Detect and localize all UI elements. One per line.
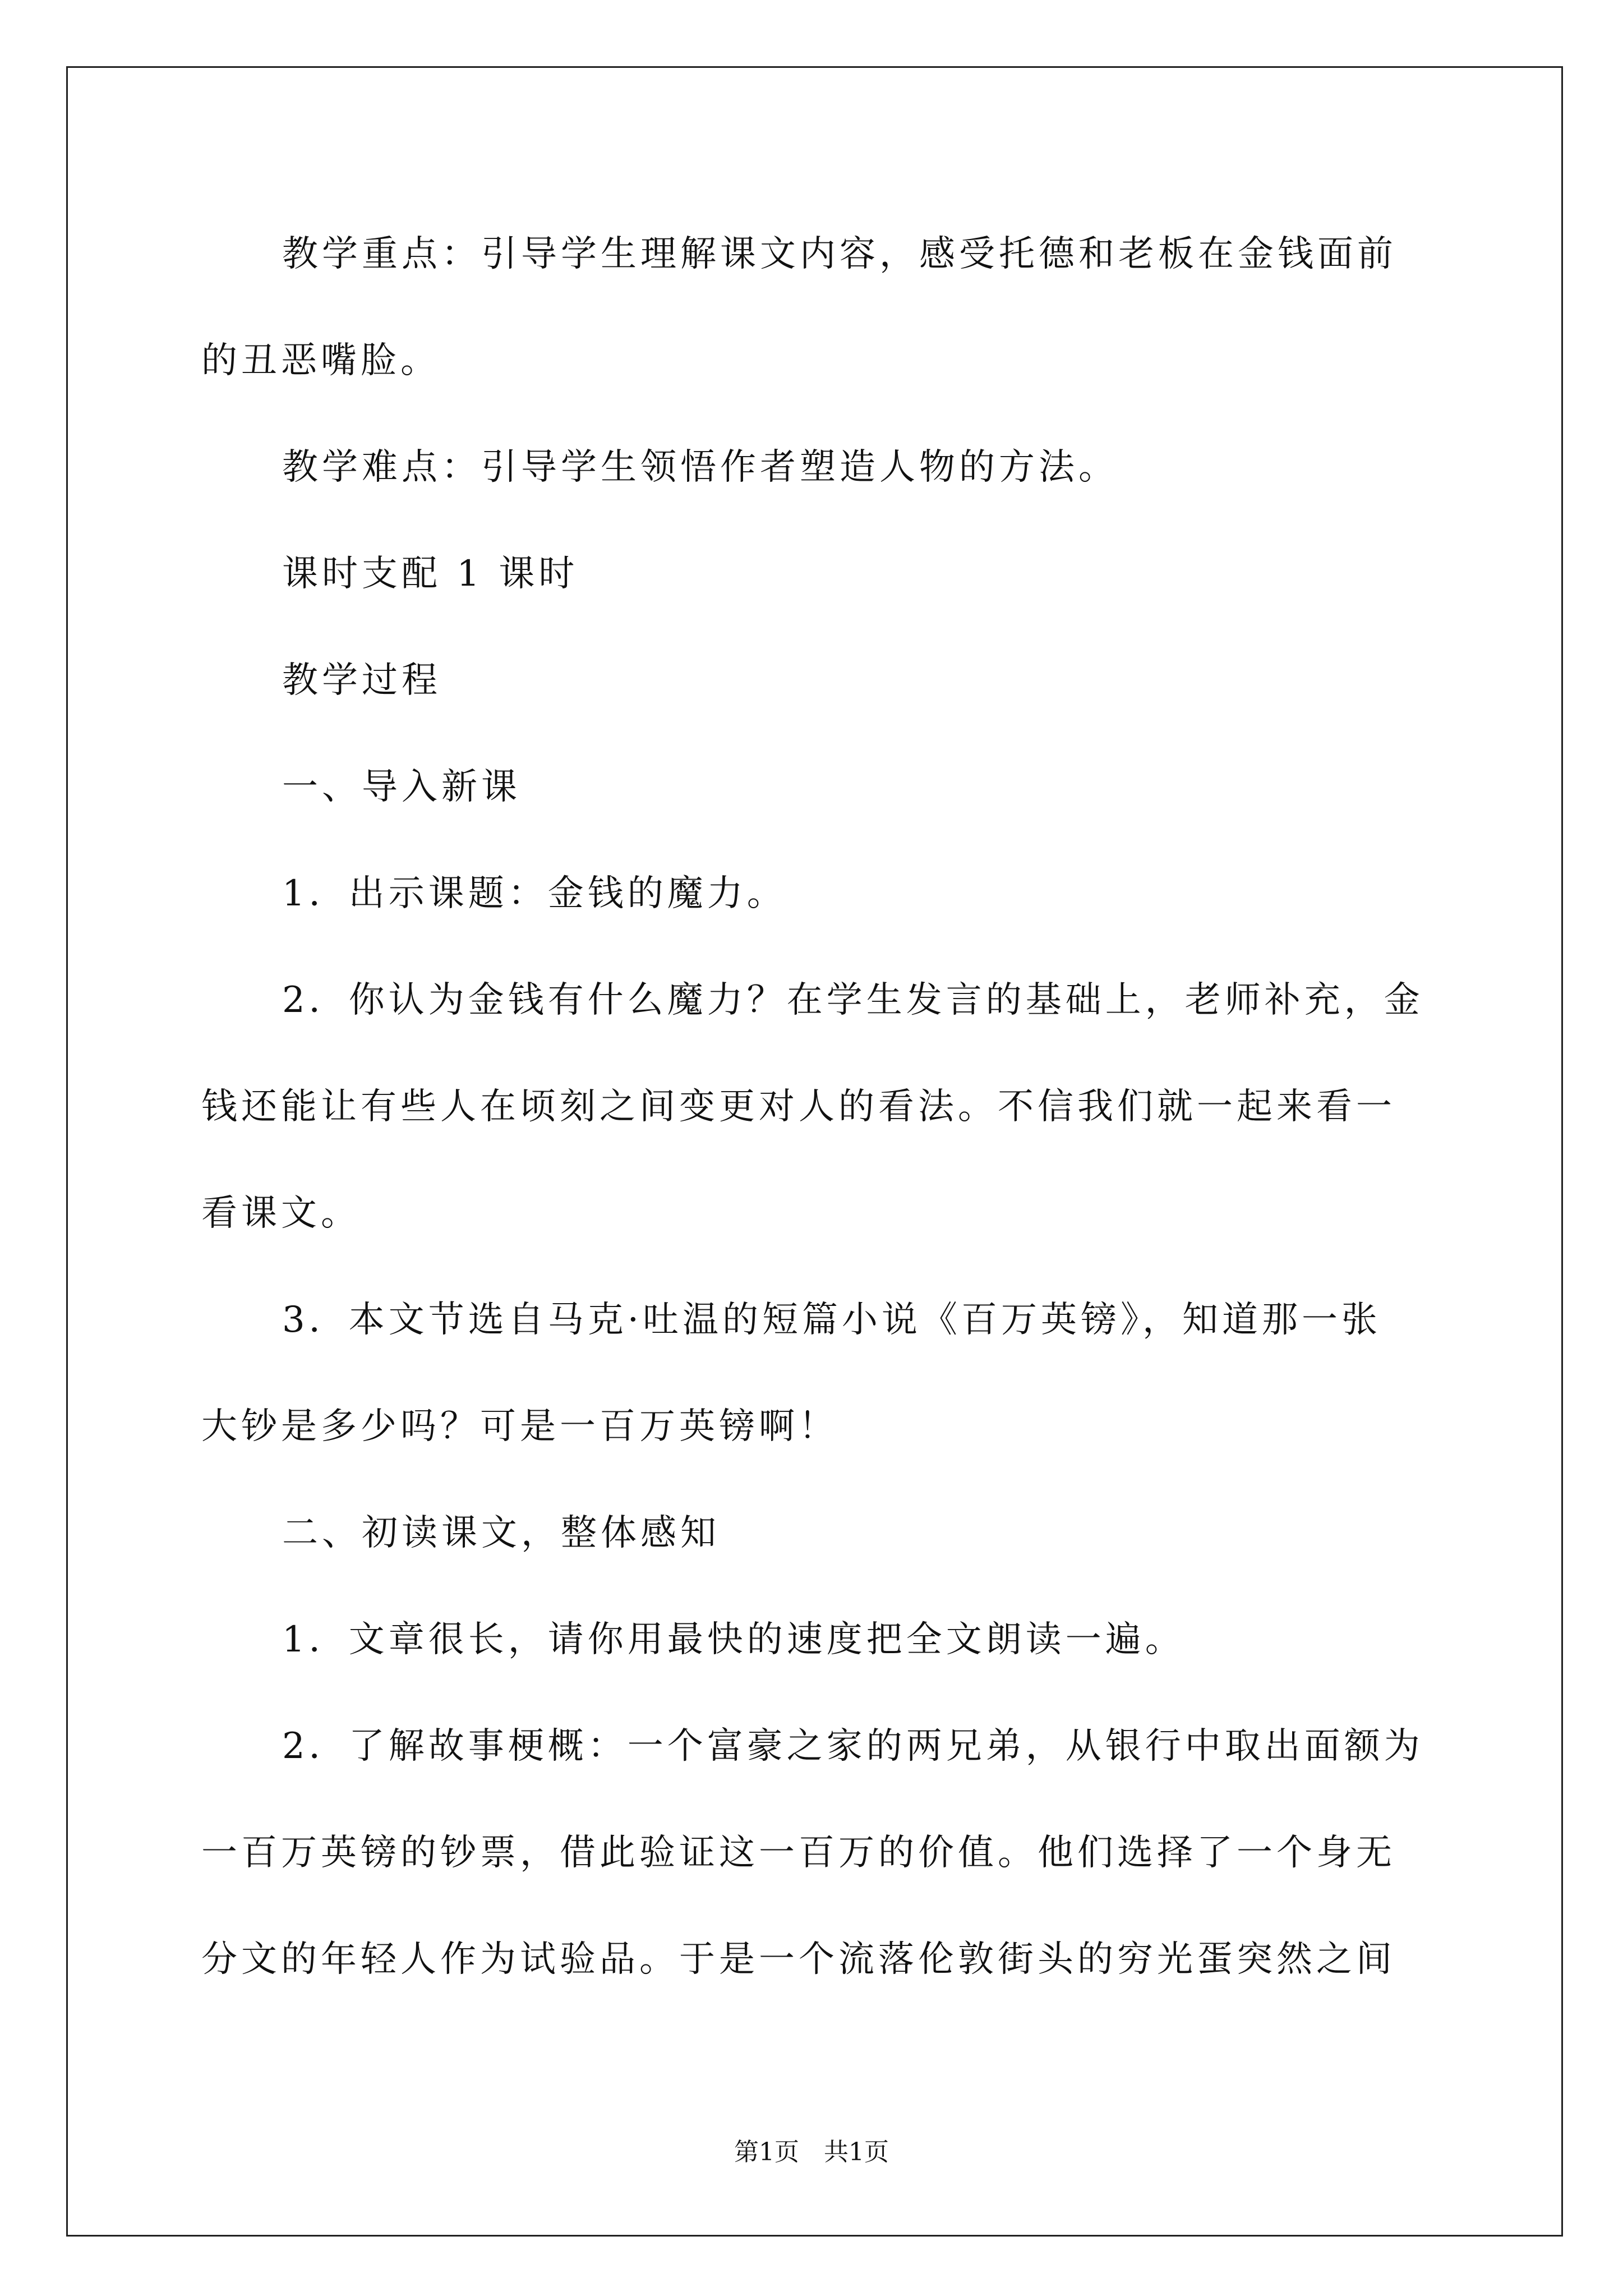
reading-step-1-paragraph bbox=[201, 1586, 1547, 1693]
document-body bbox=[201, 201, 1547, 2013]
teaching-process-heading bbox=[201, 627, 1547, 734]
paragraph-line: 大钞是多少吗？可是一百万英镑啊！ bbox=[201, 1406, 838, 1447]
teaching-difficulty-paragraph bbox=[201, 414, 1547, 521]
section-one-heading bbox=[201, 734, 1547, 840]
step-1-paragraph bbox=[201, 840, 1547, 947]
step-3-paragraph bbox=[201, 1267, 1547, 1480]
paragraph-line: 教学难点：引导学生领悟作者塑造人物的方法。 bbox=[282, 447, 1118, 488]
heading-line: 教学过程 bbox=[282, 660, 441, 701]
reading-step-2-paragraph bbox=[201, 1693, 1547, 2013]
paragraph-line: 1．文章很长，请你用最快的速度把全文朗读一遍。 bbox=[282, 1619, 1185, 1660]
paragraph-line: 2．你认为金钱有什么魔力？在学生发言的基础上，老师补充，金 bbox=[282, 979, 1424, 1021]
paragraph-line: 课时支配 1 课时 bbox=[282, 553, 579, 595]
paragraph-line: 2．了解故事梗概：一个富豪之家的两兄弟，从银行中取出面额为 bbox=[282, 1726, 1424, 1767]
paragraph-line: 一百万英镑的钞票，借此验证这一百万的价值。他们选择了一个身无 bbox=[201, 1832, 1396, 1874]
paragraph-line: 1．出示课题：金钱的魔力。 bbox=[282, 873, 787, 914]
step-2-paragraph bbox=[201, 947, 1547, 1267]
heading-line: 二、初读课文，整体感知 bbox=[282, 1512, 720, 1554]
class-hours-paragraph bbox=[201, 521, 1547, 627]
paragraph-line: 3．本文节选自马克·吐温的短篇小说《百万英镑》，知道那一张 bbox=[282, 1299, 1382, 1341]
teaching-focus-paragraph bbox=[201, 201, 1547, 414]
paragraph-line: 看课文。 bbox=[201, 1193, 361, 1234]
heading-line: 一、导入新课 bbox=[282, 766, 521, 808]
paragraph-line: 分文的年轻人作为试验品。于是一个流落伦敦街头的穷光蛋突然之间 bbox=[201, 1939, 1396, 1980]
section-two-heading bbox=[201, 1480, 1547, 1586]
paragraph-line: 教学重点：引导学生理解课文内容，感受托德和老板在金钱面前 bbox=[282, 233, 1397, 275]
paragraph-line: 的丑恶嘴脸。 bbox=[201, 340, 440, 381]
paragraph-line: 钱还能让有些人在顷刻之间变更对人的看法。不信我们就一起来看一 bbox=[201, 1086, 1396, 1128]
page-number-footer: 第1页 共1页 bbox=[734, 2138, 889, 2166]
